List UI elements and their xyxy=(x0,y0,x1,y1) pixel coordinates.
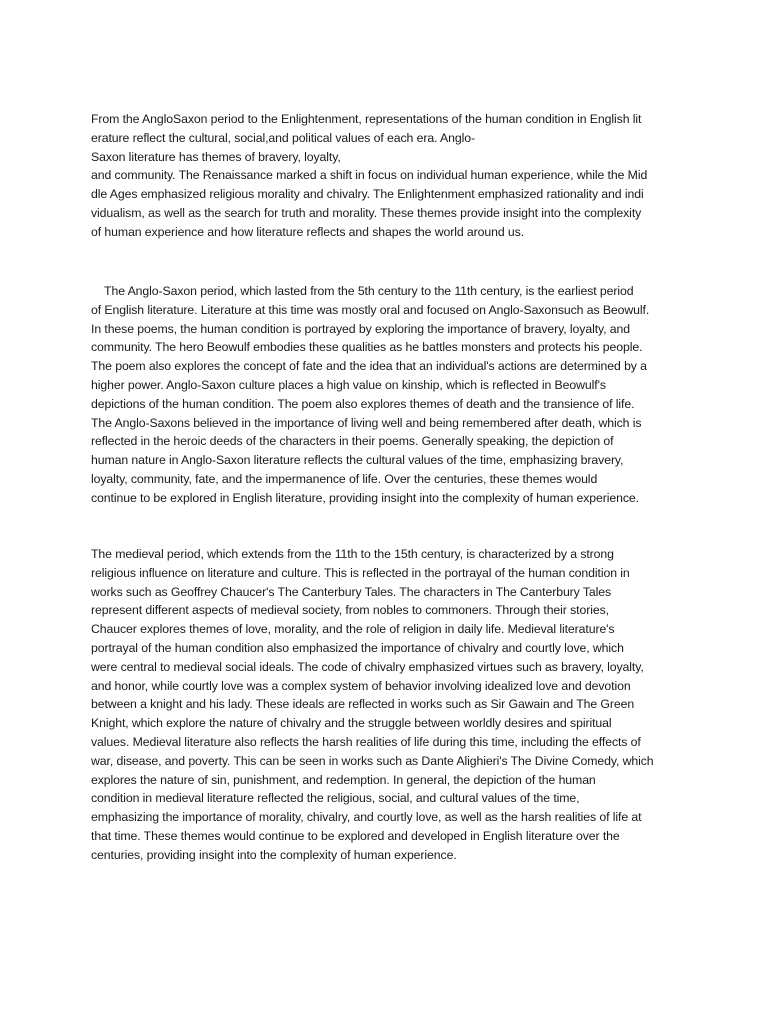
text-line: From the AngloSaxon period to the Enlightenment, representations of the human condition in English lit xyxy=(91,112,642,126)
text-line: and community. The Renaissance marked a shift in focus on individual human experience, while the Mid xyxy=(91,168,648,183)
text-line: of English literature. Literature at this time was mostly oral and focused on Anglo-Saxonsuch as Beowulf. xyxy=(91,302,650,317)
text-line: dle Ages emphasized religious morality and chivalry. The Enlightenment emphasized rationality and indi xyxy=(91,187,644,202)
text-line: religious influence on literature and culture. This is reflected in the portrayal of the human condition in xyxy=(91,565,630,580)
text-line: higher power. Anglo-Saxon culture places a high value on kinship, which is reflected in Beowulf's xyxy=(91,377,606,392)
text-line: works such as Geoffrey Chaucer's The Canterbury Tales. The characters in The Canterbury Tales xyxy=(91,584,612,599)
paragraph-medieval xyxy=(91,545,691,865)
text-line: Knight, which explore the nature of chivalry and the struggle between worldly desires and spiritual xyxy=(91,716,612,731)
text-line: The medieval period, which extends from the 11th to the 15th century, is characterized by a strong xyxy=(91,547,614,561)
text-line: erature reflect the cultural, social,and political values of each era. Anglo- xyxy=(91,130,475,145)
text-line: condition in medieval literature reflected the religious, social, and cultural values of the time, xyxy=(91,791,580,806)
text-line: community. The hero Beowulf embodies these qualities as he battles monsters and protects his people. xyxy=(91,340,643,355)
text-line: In these poems, the human condition is portrayed by exploring the importance of bravery, loyalty, and xyxy=(91,321,631,336)
text-line: represent different aspects of medieval society, from nobles to commoners. Through their stories, xyxy=(91,603,609,618)
text-line: between a knight and his lady. These ideals are reflected in works such as Sir Gawain and The Green xyxy=(91,697,635,712)
text-line: The poem also explores the concept of fate and the idea that an individual's actions are determined by a xyxy=(91,359,647,374)
text-line: portrayal of the human condition also emphasized the importance of chivalry and courtly love, which xyxy=(91,640,624,655)
text-line: emphasizing the importance of morality, chivalry, and courtly love, as well as the harsh realities of life at xyxy=(91,810,642,825)
paragraph-anglo-saxon xyxy=(91,282,691,508)
text-line: that time. These themes would continue to be explored and developed in English literature over the xyxy=(91,828,620,843)
text-line: values. Medieval literature also reflects the harsh realities of life during this time, including the effects of xyxy=(91,734,641,749)
text-line: human nature in Anglo-Saxon literature reflects the cultural values of the time, emphasizing bravery, xyxy=(91,453,624,468)
text-line: Saxon literature has themes of bravery, loyalty, xyxy=(91,149,341,164)
text-line: Chaucer explores themes of love, morality, and the role of religion in daily life. Medieval literature's xyxy=(91,622,615,637)
text-line: depictions of the human condition. The poem also explores themes of death and the transience of life. xyxy=(91,396,635,411)
paragraph-intro xyxy=(91,110,691,242)
text-line: loyalty, community, fate, and the impermanence of life. Over the centuries, these themes would xyxy=(91,471,598,486)
text-line: war, disease, and poverty. This can be seen in works such as Dante Alighieri's The Divine Comedy, which xyxy=(91,753,654,768)
text-line: reflected in the heroic deeds of the characters in their poems. Generally speaking, the depiction of xyxy=(91,434,614,449)
text-line: of human experience and how literature reflects and shapes the world around us. xyxy=(91,224,525,239)
text-line: and honor, while courtly love was a complex system of behavior involving idealized love and devotion xyxy=(91,678,631,693)
text-line: The Anglo-Saxon period, which lasted from the 5th century to the 11th century, is the earliest period xyxy=(91,284,634,298)
text-line: The Anglo-Saxons believed in the importance of living well and being remembered after death, which is xyxy=(91,415,642,430)
text-line: centuries, providing insight into the complexity of human experience. xyxy=(91,847,457,862)
text-line: vidualism, as well as the search for truth and morality. These themes provide insight into the complexity xyxy=(91,205,642,220)
text-line: continue to be explored in English literature, providing insight into the complexity of human experience. xyxy=(91,490,639,505)
text-line: explores the nature of sin, punishment, and redemption. In general, the depiction of the human xyxy=(91,772,596,787)
text-line: were central to medieval social ideals. The code of chivalry emphasized virtues such as bravery, loyalty, xyxy=(91,659,644,674)
